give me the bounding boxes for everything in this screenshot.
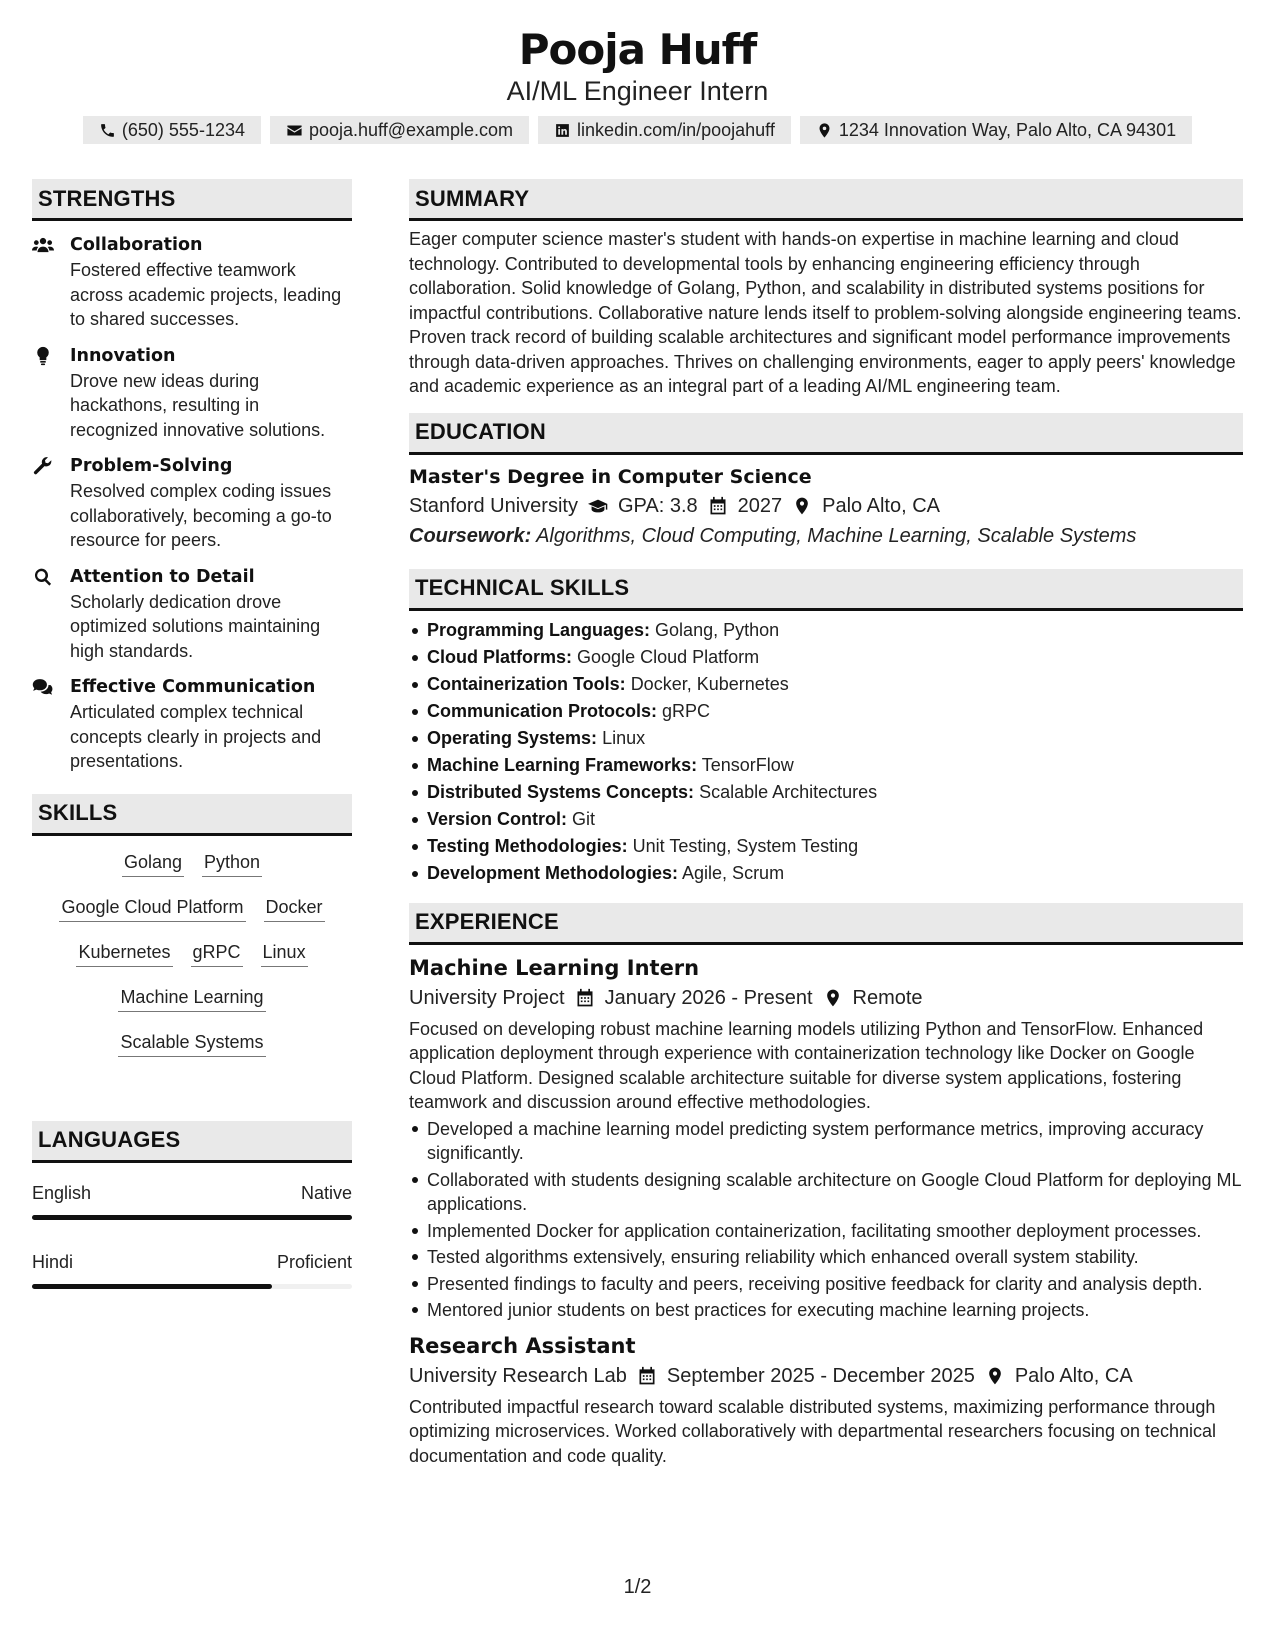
users-icon [32, 235, 54, 255]
strength-title: Collaboration [70, 235, 203, 255]
list-item: Tested algorithms extensively, ensuring reliability which enhanced overall system stability. [409, 1245, 1243, 1270]
job-description: Focused on developing robust machine learning models utilizing Python and TensorFlow. Enhanced application deployment through experience with containerization technology like Docker on Google Cloud Platform. Designed scalable architecture suitable for diverse system applications, fostering teamwork and discussion around effective methodologies. [409, 1018, 1204, 1112]
list-item: Communication Protocols: gRPC [409, 698, 1243, 725]
language-item [32, 1181, 352, 1220]
school-name: Stanford University [409, 494, 578, 517]
wrench-icon [32, 456, 54, 476]
list-item: Collaborated with students designing scalable architecture on Google Cloud Platform for deploying ML applications. [409, 1168, 1243, 1217]
strength-item [32, 565, 352, 664]
contact-bar [0, 116, 1275, 144]
linkedin-text: linkedin.com/in/poojahuff [577, 119, 775, 140]
language-level: Proficient [276, 1251, 352, 1272]
language-bar [32, 1284, 352, 1289]
calendar-icon [637, 1366, 657, 1386]
strengths-heading: STRENGTHS [32, 179, 352, 221]
strength-desc: Drove new ideas during hackathons, resulting in recognized innovative solutions. [70, 370, 326, 440]
strength-desc: Fostered effective teamwork across academic projects, leading to shared successes. [70, 260, 342, 329]
skill-tag: Machine Learning [118, 985, 265, 1012]
strength-title: Attention to Detail [70, 566, 255, 587]
experience-heading: EXPERIENCE [409, 903, 1243, 945]
education-meta [409, 491, 1243, 521]
coursework-list: Algorithms, Cloud Computing, Machine Learning, Scalable Systems [536, 524, 1137, 547]
technical-skills-list [409, 617, 1243, 887]
job-location: Remote [852, 986, 923, 1009]
skill-tag: gRPC [191, 940, 243, 967]
job-location: Palo Alto, CA [1014, 1364, 1133, 1387]
strength-desc: Articulated complex technical concepts clearly in projects and presentations. [70, 702, 322, 771]
skill-tag: Kubernetes [76, 940, 172, 967]
language-name: Hindi [32, 1251, 74, 1272]
language-level: Native [300, 1182, 352, 1203]
school-location: Palo Alto, CA [822, 494, 940, 517]
skill-tag: Scalable Systems [118, 1030, 265, 1057]
left-column [32, 179, 352, 1289]
language-bar-fill [32, 1215, 352, 1220]
list-item: Cloud Platforms: Google Cloud Platform [409, 644, 1243, 671]
search-icon [32, 567, 54, 587]
list-item: Machine Learning Frameworks: TensorFlow [409, 752, 1243, 779]
comments-icon [32, 677, 54, 697]
list-item: Presented findings to faculty and peers, receiving positive feedback for clarity and analysis depth. [409, 1272, 1243, 1297]
strength-item [32, 344, 352, 443]
skills-heading: SKILLS [32, 794, 352, 836]
skills-cloud [32, 836, 352, 1075]
list-item: Distributed Systems Concepts: Scalable Architectures [409, 779, 1243, 806]
skill-tag: Python [202, 850, 262, 877]
strength-item [32, 233, 352, 332]
page-number: 1/2 [623, 1576, 652, 1598]
strengths-list [32, 233, 352, 774]
phone-icon [99, 122, 116, 139]
list-item: Programming Languages: Golang, Python [409, 617, 1243, 644]
contact-phone[interactable] [83, 116, 261, 144]
graduation-cap-icon [588, 496, 608, 516]
contact-linkedin[interactable] [538, 116, 791, 144]
technical-skills-heading: TECHNICAL SKILLS [409, 569, 1243, 611]
languages-heading: LANGUAGES [32, 1121, 352, 1163]
contact-address [800, 116, 1192, 144]
job-entry [409, 953, 1243, 1323]
strength-title: Problem-Solving [70, 456, 233, 476]
map-marker-icon [823, 988, 843, 1008]
language-name: English [32, 1182, 92, 1203]
strength-title: Innovation [70, 345, 176, 366]
job-title: Research Assistant [409, 1333, 636, 1358]
linkedin-icon [554, 122, 571, 139]
skill-tag: Google Cloud Platform [59, 895, 245, 922]
address-text: 1234 Innovation Way, Palo Alto, CA 94301 [838, 119, 1177, 140]
skill-tag: Golang [122, 850, 184, 877]
list-item: Version Control: Git [409, 806, 1243, 833]
strength-desc: Scholarly dedication drove optimized solutions maintaining high standards. [70, 591, 321, 661]
language-bar-fill [32, 1284, 272, 1289]
job-org: University Project [409, 986, 565, 1009]
envelope-icon [286, 122, 303, 139]
map-marker-icon [816, 122, 833, 139]
list-item: Development Methodologies: Agile, Scrum [409, 860, 1243, 887]
skill-tag: Linux [261, 940, 308, 967]
resume-header [0, 0, 1275, 144]
strength-desc: Resolved complex coding issues collaboratively, becoming a go-to resource for peers. [70, 481, 332, 550]
strength-item [32, 675, 352, 774]
degree-title: Master's Degree in Computer Science [409, 465, 812, 488]
email-text: pooja.huff@example.com [308, 119, 514, 140]
job-entry [409, 1331, 1243, 1469]
job-meta [409, 1361, 1243, 1391]
calendar-icon [575, 988, 595, 1008]
job-bullets [409, 1117, 1243, 1323]
education-heading: EDUCATION [409, 413, 1243, 455]
map-marker-icon [985, 1366, 1005, 1386]
job-dates: January 2026 - Present [604, 986, 813, 1009]
language-bar [32, 1215, 352, 1220]
right-column [409, 179, 1243, 1468]
language-item [32, 1250, 352, 1289]
summary-text: Eager computer science master's student with hands-on expertise in machine learning and cloud technology. Contributed to developmental tools by enhancing engineering efficiency through collaboration. Solid knowledge of Golang, Python, and scalability in distributed systems positions for impactful contributions. Collaborative nature lends itself to problem-solving alongside engineering teams. Proven track record of building scalable architectures and significant model performance improvements through data-driven approaches. Thrives on challenging environments, eager to apply peers' knowledge and academic experience as an integral part of a leading AI/ML engineering team. [409, 229, 1242, 396]
contact-email[interactable] [270, 116, 529, 144]
list-item: Mentored junior students on best practices for executing machine learning projects. [409, 1298, 1243, 1323]
job-dates: September 2025 - December 2025 [666, 1364, 975, 1387]
list-item: Containerization Tools: Docker, Kubernetes [409, 671, 1243, 698]
strength-item [32, 454, 352, 553]
job-description: Contributed impactful research toward scalable distributed systems, maximizing performance through optimizing microservices. Worked collaboratively with departmental researchers focusing on technical documentation and code quality. [409, 1396, 1217, 1466]
candidate-name: Pooja Huff [518, 25, 757, 74]
strength-title: Effective Communication [70, 677, 316, 697]
coursework [409, 521, 1243, 551]
gpa-text: GPA: 3.8 [617, 494, 698, 517]
skill-tag: Docker [264, 895, 325, 922]
list-item: Operating Systems: Linux [409, 725, 1243, 752]
list-item: Implemented Docker for application containerization, facilitating smoother deployment processes. [409, 1219, 1243, 1244]
list-item: Developed a machine learning model predicting system performance metrics, improving accuracy significantly. [409, 1117, 1243, 1166]
map-marker-icon [792, 496, 812, 516]
phone-text: (650) 555-1234 [121, 119, 245, 140]
summary-heading: SUMMARY [409, 179, 1243, 221]
job-meta [409, 983, 1243, 1013]
candidate-title: AI/ML Engineer Intern [506, 76, 769, 106]
coursework-label: Coursework: [409, 524, 532, 547]
graduation-year: 2027 [737, 494, 783, 517]
list-item: Testing Methodologies: Unit Testing, System Testing [409, 833, 1243, 860]
lightbulb-icon [32, 346, 54, 366]
job-title: Machine Learning Intern [409, 955, 700, 980]
calendar-icon [708, 496, 728, 516]
job-org: University Research Lab [409, 1364, 627, 1387]
